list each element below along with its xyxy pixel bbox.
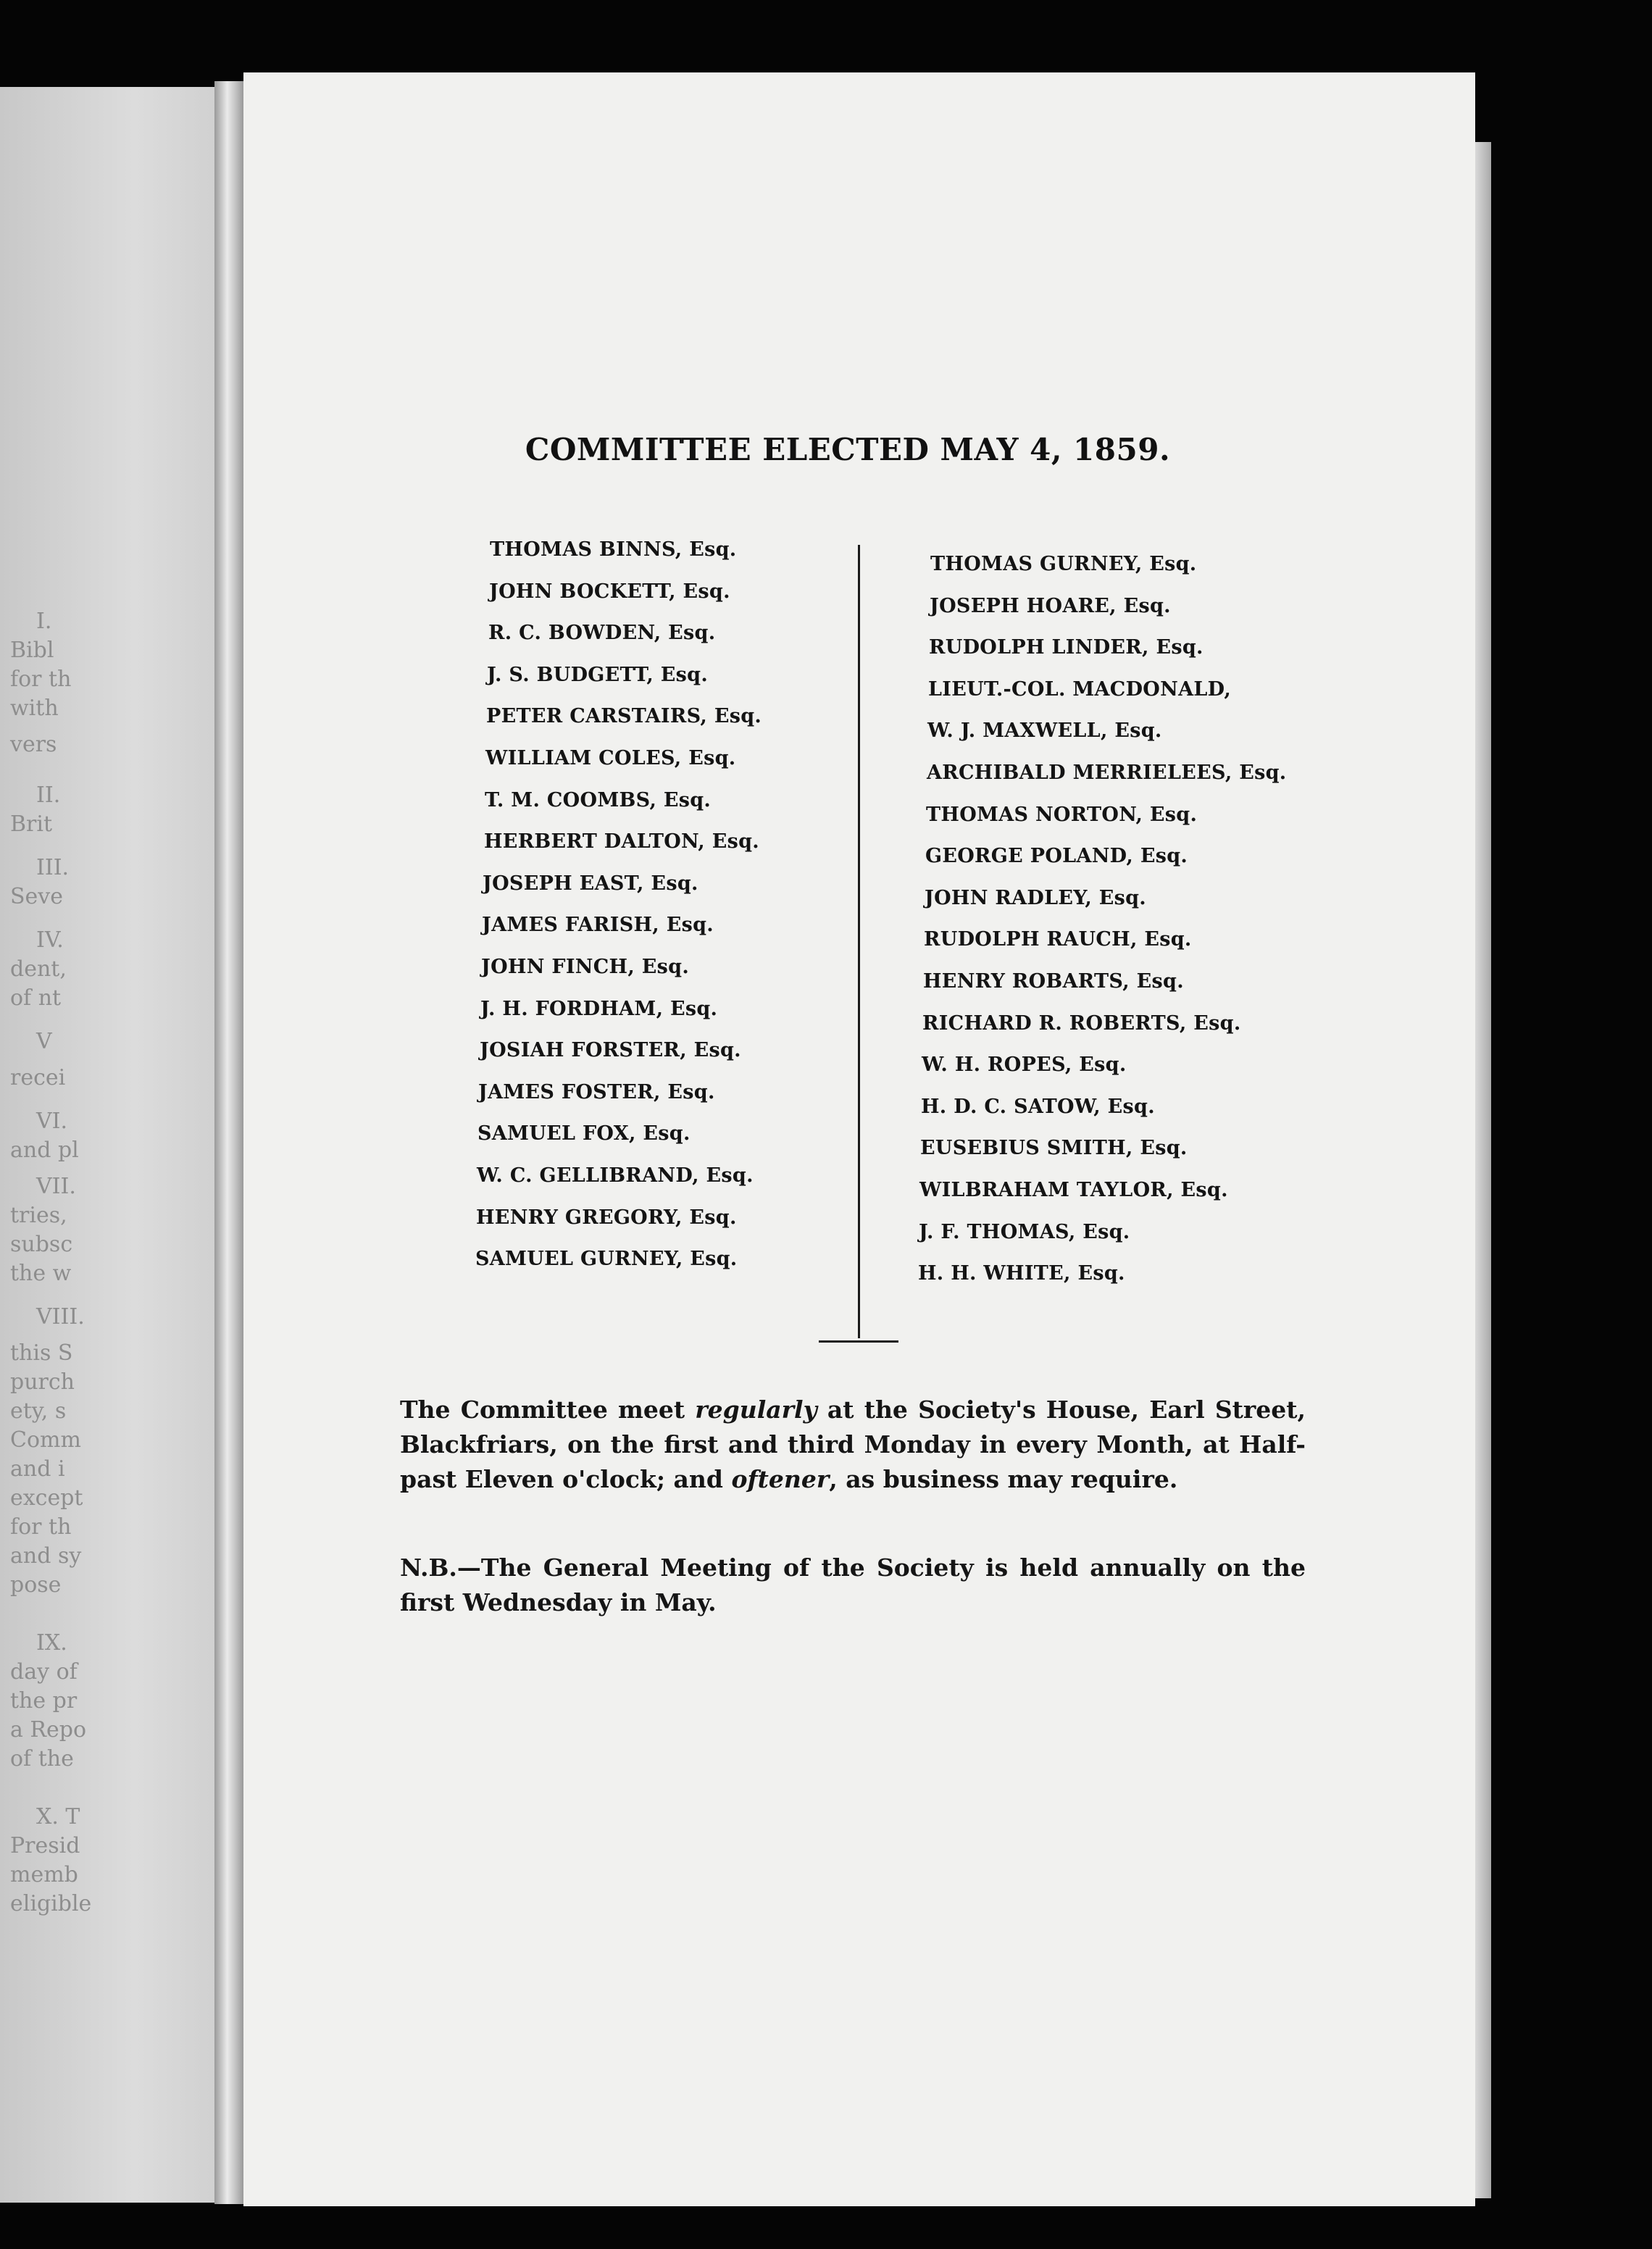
committee-member-name: GEORGE POLAND, Esq. [925,845,1188,868]
meeting-note-text: , as business may require. [829,1465,1178,1493]
committee-member-name: WILBRAHAM TAYLOR, Esq. [919,1178,1228,1201]
committee-member-name: THOMAS GURNEY, Esq. [930,553,1197,575]
meeting-note-emphasis: oftener [731,1465,830,1493]
left-page-fragment: Bibl [10,638,54,663]
committee-member-name: LIEUT.-COL. MACDONALD, [928,677,1232,701]
left-page-fragment: Brit [10,811,53,837]
left-page-fragment: day of [10,1659,78,1685]
left-page-fragment: I. [36,609,52,634]
left-page-fragment: purch [10,1369,75,1395]
committee-member-name: SAMUEL FOX, Esq. [477,1122,691,1146]
left-page-fragment: memb [10,1862,78,1887]
left-page-fragment: except [10,1485,83,1511]
left-page-fragment: and i [10,1456,65,1482]
committee-member-name: SAMUEL GURNEY, Esq. [475,1248,738,1271]
left-page-fragment: tries, [10,1203,67,1228]
left-page-fragment: Seve [10,884,64,909]
left-page-fragment: of the [10,1746,74,1772]
committee-member-name: RUDOLPH LINDER, Esq. [929,636,1203,659]
left-page-fragment: IX. [36,1630,67,1656]
left-page-fragment: for th [10,667,72,692]
committee-member-name: JOSIAH FORSTER, Esq. [480,1039,741,1062]
meeting-note-text: The Committee meet [400,1395,696,1424]
committee-member-name: W. J. MAXWELL, Esq. [927,719,1162,743]
left-page-fragment: and pl [10,1138,79,1163]
committee-member-name: RICHARD R. ROBERTS, Esq. [922,1011,1241,1035]
committee-member-name: W. C. GELLIBRAND, Esq. [477,1164,754,1187]
committee-member-name: T. M. COOMBS, Esq. [485,788,712,811]
committee-member-name: JOHN FINCH, Esq. [481,955,690,978]
page-title: COMMITTEE ELECTED MAY 4, 1859. [525,432,1171,467]
committee-member-name: THOMAS NORTON, Esq. [926,803,1198,826]
left-page-fragment: VIII. [36,1304,85,1330]
column-divider [858,545,860,1338]
left-page-fragment: Presid [10,1833,80,1858]
committee-member-name: W. H. ROPES, Esq. [922,1053,1127,1077]
left-page-fragment: VII. [36,1174,76,1199]
committee-member-name: HENRY ROBARTS, Esq. [923,969,1184,993]
left-page-fragment: this S [10,1340,73,1366]
meeting-note [400,1393,1306,1497]
committee-member-name: H. D. C. SATOW, Esq. [921,1095,1155,1118]
left-page-fragment: VI. [36,1109,68,1134]
committee-member-name: ARCHIBALD MERRIELEES, Esq. [927,761,1287,784]
committee-member-name: HENRY GREGORY, Esq. [476,1206,737,1229]
divider-foot [819,1340,898,1343]
meeting-note-text: at the Society's House, Earl Street, Blackfriars, on the first and third Monday in every Month, at Half-past Eleven o'clock; and [400,1395,1306,1493]
left-page-fragment: vers [10,732,57,757]
left-page-fragment: with [10,696,59,721]
committee-member-name: JAMES FARISH, Esq. [482,914,714,937]
left-page-fragment: subsc [10,1232,73,1257]
book-gutter [214,81,246,2204]
committee-member-name: THOMAS BINNS, Esq. [490,538,737,561]
left-page-fragment: III. [36,855,70,880]
committee-member-name: HERBERT DALTON, Esq. [484,830,759,854]
left-page-fragment: Comm [10,1427,81,1453]
left-page-fragment: a Repo [10,1717,87,1743]
left-page-fragment: eligible [10,1891,92,1916]
left-page-fragment: of nt [10,985,62,1011]
left-page-fragment: the pr [10,1688,78,1714]
committee-member-name: J. S. BUDGETT, Esq. [487,663,709,686]
committee-left-column [475,529,762,1280]
left-page-fragment: X. T [36,1804,80,1829]
committee-right-column [918,543,1287,1295]
committee-member-name: JOHN RADLEY, Esq. [925,886,1147,909]
committee-member-name: WILLIAM COLES, Esq. [485,746,736,769]
committee-member-name: JOSEPH HOARE, Esq. [930,594,1171,617]
left-page-fragment: II. [36,783,61,808]
left-page-fragment: ety, s [10,1398,67,1424]
left-page-fragment: IV. [36,927,64,953]
left-page-fragment: and sy [10,1543,82,1569]
left-page-fragment: recei [10,1065,66,1090]
left-page-fragment: for th [10,1514,72,1540]
committee-member-name: H. H. WHITE, Esq. [918,1262,1125,1285]
meeting-note-emphasis: regularly [695,1395,817,1424]
left-page-fragment: dent, [10,956,67,982]
committee-member-name: J. F. THOMAS, Esq. [919,1220,1130,1243]
left-page-fragment: the w [10,1261,72,1286]
left-page-fragment: V [36,1029,52,1054]
committee-member-name: JOSEPH EAST, Esq. [483,872,698,895]
committee-member-name: EUSEBIUS SMITH, Esq. [920,1137,1188,1160]
committee-member-name: R. C. BOWDEN, Esq. [488,622,716,645]
committee-member-name: JOHN BOCKETT, Esq. [489,580,730,603]
committee-member-name: JAMES FOSTER, Esq. [478,1080,715,1103]
left-page-fragment: pose [10,1572,62,1598]
committee-member-name: J. H. FORDHAM, Esq. [480,997,718,1020]
nb-note: N.B.—The General Meeting of the Society is held annually on the first Wednesday in May. [400,1553,1306,1616]
committee-member-name: RUDOLPH RAUCH, Esq. [924,928,1192,951]
committee-member-name: PETER CARSTAIRS, Esq. [486,705,762,728]
